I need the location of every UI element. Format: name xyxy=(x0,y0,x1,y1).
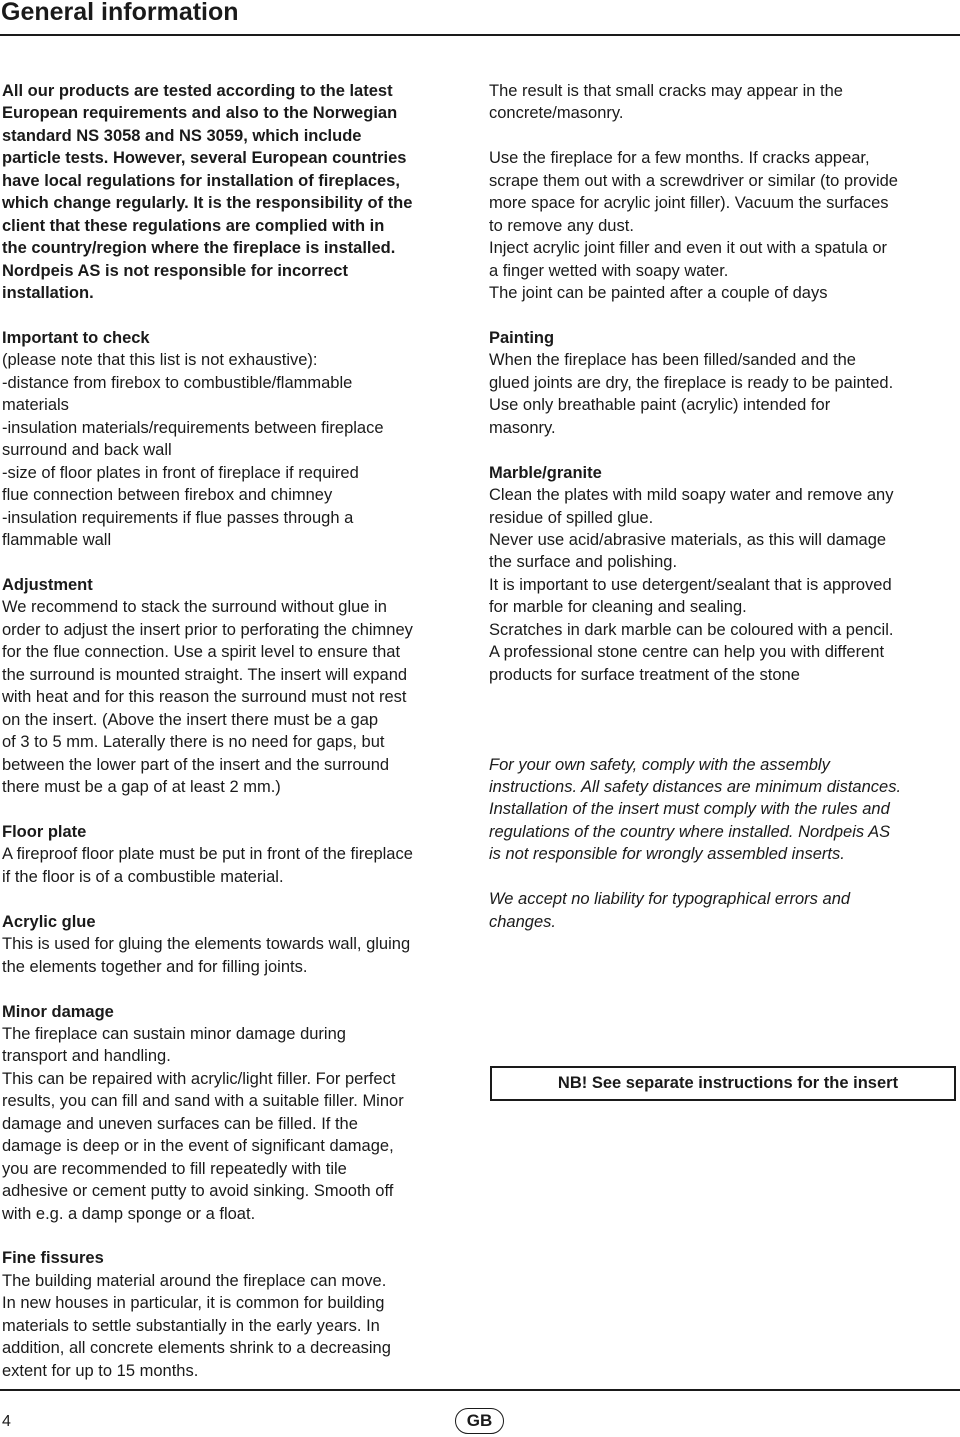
left-column xyxy=(2,80,477,1382)
liability-note: We accept no liability for typographical errors and changes. xyxy=(489,890,851,931)
adjustment-body: We recommend to stack the surround without glue in order to adjust the insert prior to perforating the chimney for the flue connection. Use a spirit level to ensure that the surround is mounted straight. The insert will expand with heat and for this reason the surround must not rest on the insert. (Above the insert there must be a gap of 3 to 5 mm. Laterally there is no need for gaps, but between the lower part of the insert and the surround there must be a gap of at least 2 mm.) xyxy=(2,598,413,797)
fine-fissures-heading: Fine fissures xyxy=(2,1249,104,1268)
marble-body: Clean the plates with mild soapy water and remove any residue of spilled glue. Never use acid/abrasive materials, as this will damage the surface and polishing. It is important to use detergent/sealant that is approved for marble for cleaning and sealing. Scratches in dark marble can be coloured with a pencil. A professional stone centre can help you with different products for surface treatment of the stone xyxy=(489,486,894,684)
fine-fissures-body: The building material around the fireplace can move. In new houses in particular, it is common for building materials to settle substantially in the early years. In addition, all concrete elements shrink to a decreasing extent for up to 15 months. xyxy=(2,1271,391,1380)
painting-heading: Painting xyxy=(489,328,555,347)
nb-notice-box xyxy=(490,1066,956,1101)
right-column xyxy=(489,80,957,933)
minor-damage-heading: Minor damage xyxy=(2,1002,114,1021)
floor-plate-body: A fireproof floor plate must be put in front of the fireplace if the floor is of a combustible material. xyxy=(2,845,413,886)
painting-body: When the fireplace has been filled/sanded and the glued joints are dry, the fireplace is ready to be painted. Use only breathable paint (acrylic) intended for masonry. xyxy=(489,351,894,437)
adjustment-heading: Adjustment xyxy=(2,575,93,594)
important-check-body: (please note that this list is not exhaustive): -distance from firebox to combustible/flammable materials -insulation materials/requirements between fireplace surround and back wall -size of floor plates in front of fireplace if required flue connection between firebox and chimney -insulation requirements if flue passes through a flammable wall xyxy=(2,351,384,550)
acrylic-glue-body: This is used for gluing the elements towards wall, gluing the elements together and for filling joints. xyxy=(2,935,411,976)
language-badge: GB xyxy=(455,1408,504,1434)
cracks-intro: The result is that small cracks may appear in the concrete/masonry. xyxy=(489,82,843,123)
intro-paragraph: All our products are tested according to the latest European requirements and also to the Norwegian standard NS 3058 and NS 3059, which include particle tests. However, several European countries have local regulations for installation of fireplaces, which change regularly. It is the responsibility of the client that these regulations are complied with in the country/region where the fireplace is installed. Nordpeis AS is not responsible for incorrect installation. xyxy=(2,82,413,303)
minor-damage-body: The fireplace can sustain minor damage during transport and handling. This can be repaired with acrylic/light filler. For perfect results, you can fill and sand with a suitable filler. Minor damage and uneven surfaces can be filled. If the damage is deep or in the event of significant damage, you are recommended to fill repeatedly with tile adhesive or cement putty to avoid sinking. Smooth off with e.g. a damp sponge or a float. xyxy=(2,1024,404,1223)
marble-heading: Marble/granite xyxy=(489,463,602,482)
page-number: 4 xyxy=(2,1413,11,1430)
title-divider xyxy=(0,34,960,36)
footer-divider xyxy=(0,1389,960,1391)
important-check-heading: Important to check xyxy=(2,328,150,347)
acrylic-glue-heading: Acrylic glue xyxy=(2,912,96,931)
floor-plate-heading: Floor plate xyxy=(2,822,87,841)
nb-notice-text: NB! See separate instructions for the insert xyxy=(557,1074,899,1092)
page-title: General information xyxy=(1,0,239,26)
cracks-steps: Use the fireplace for a few months. If cracks appear, scrape them out with a screwdriver or similar (to provide more space for acrylic joint filler). Vacuum the surfaces to remove any dust. Inject acrylic joint filler and even it out with a spatula or a finger wetted with soapy water. The joint can be painted after a couple of days xyxy=(489,149,898,303)
safety-note: For your own safety, comply with the assembly instructions. All safety distances are minimum distances. Installation of the insert must comply with the rules and regulations of the country where installed. Nordpeis AS is not responsible for wrongly assembled inserts. xyxy=(489,755,902,864)
